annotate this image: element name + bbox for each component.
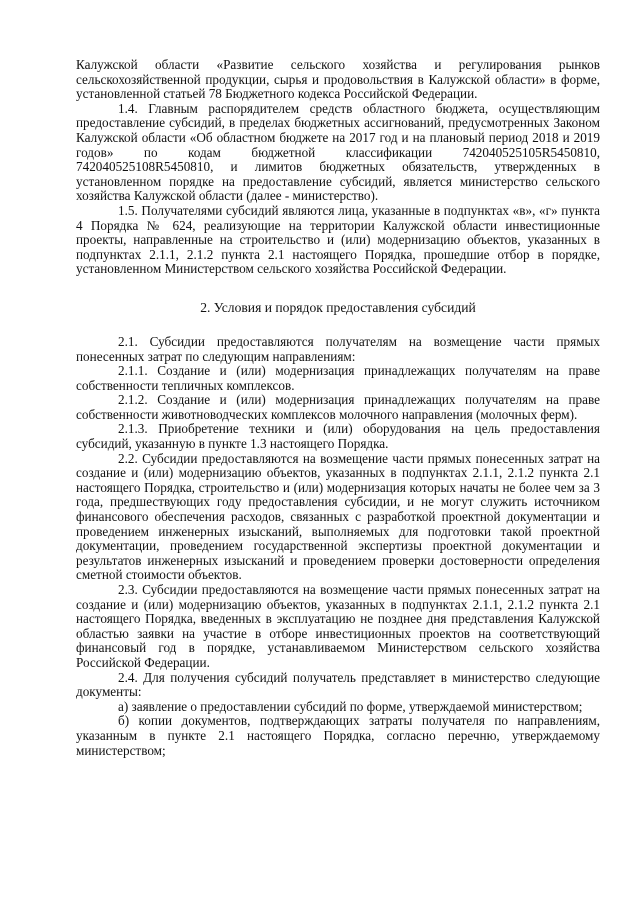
section-heading: 2. Условия и порядок предоставления субсидий <box>200 299 476 315</box>
list-item-b: б) копии документов, подтверждающих затраты получателя по направлениям, указанным в пункте 2.1 настоящего Порядка, согласно перечню, утверждаемому министерством; <box>76 713 600 758</box>
paragraph-2-1-1: 2.1.1. Создание и (или) модернизация принадлежащих получателям на праве собственности тепличных комплексов. <box>76 363 600 393</box>
paragraph-2-1-3: 2.1.3. Приобретение техники и (или) оборудования на цель предоставления субсидий, указанную в пункте 1.3 настоящего Порядка. <box>76 421 600 452</box>
paragraph-2-2: 2.2. Субсидии предоставляются на возмещение части прямых понесенных затрат на создание и (или) модернизацию объектов, указанных в подпунктах 2.1.1, 2.1.2 пункта 2.1 настоящего Порядка, строительство и (или) модернизация которых начаты не более чем за 3 года, предшествующих году предоставления субсидии, и не могут служить источником финансового обеспечения расходов, связанных с разработкой проектной документации и проведением инженерных изысканий, выполняемых для подготовки такой проектной документации, проведением государственной экспертизы проектной документации и результатов инженерных изысканий и проведением проверки достоверности определения сметной стоимости объектов. <box>76 450 600 583</box>
paragraph-2-4: 2.4. Для получения субсидий получатель представляет в министерство следующие документы: <box>76 669 600 700</box>
list-item-a: а) заявление о предоставлении субсидий по форме, утверждаемой министерством; <box>118 698 583 714</box>
paragraph-continuation: Калужской области «Развитие сельского хозяйства и регулирования рынков сельскохозяйственной продукции, сырья и продовольствия в Калужской области» в форме, установленной статьей 78 Бюджетного кодекса Российской Федерации. <box>76 57 600 102</box>
paragraph-1-5: 1.5. Получателями субсидий являются лица, указанные в подпунктах «в», «г» пункта 4 Порядка № 624, реализующие на территории Калужской области инвестиционные проекты, направленные на строительство и (или) модернизацию объектов, указанных в подпунктах 2.1.1, 2.1.2 пункта 2.1 настоящего Порядка, прошедшие отбор в порядке, установленном Министерством сельского хозяйства Российской Федерации. <box>76 202 600 277</box>
paragraph-2-1: 2.1. Субсидии предоставляются получателям на возмещение части прямых понесенных затрат по следующим направлениям: <box>76 333 600 364</box>
paragraph-1-4: 1.4. Главным распорядителем средств областного бюджета, осуществляющим предоставление субсидий, в пределах бюджетных ассигнований, предусмотренных Законом Калужской области «Об областном бюджете на 2017 год и на плановый период 2018 и 2019 годов» по кодам бюджетной классификации 742040525105R5450810, 742040525108R5450810, и лимитов бюджетных обязательств, утвержденных в установленном порядке на предоставление субсидий, является министерство сельского хозяйства Калужской области (далее - министерство). <box>76 100 600 204</box>
paragraph-2-1-2: 2.1.2. Создание и (или) модернизация принадлежащих получателям на праве собственности животноводческих комплексов молочного направления (молочных ферм). <box>76 392 600 422</box>
paragraph-2-3: 2.3. Субсидии предоставляются на возмещение части прямых понесенных затрат на создание и (или) модернизацию объектов, указанных в подпунктах 2.1.1, 2.1.2 пункта 2.1 настоящего Порядка, введенных в эксплуатацию не позднее дня представления Калужской областью заявки на участие в отборе инвестиционных проектов на соответствующий финансовый год в порядке, устанавливаемом Министерством сельского хозяйства Российской Федерации. <box>76 582 600 670</box>
